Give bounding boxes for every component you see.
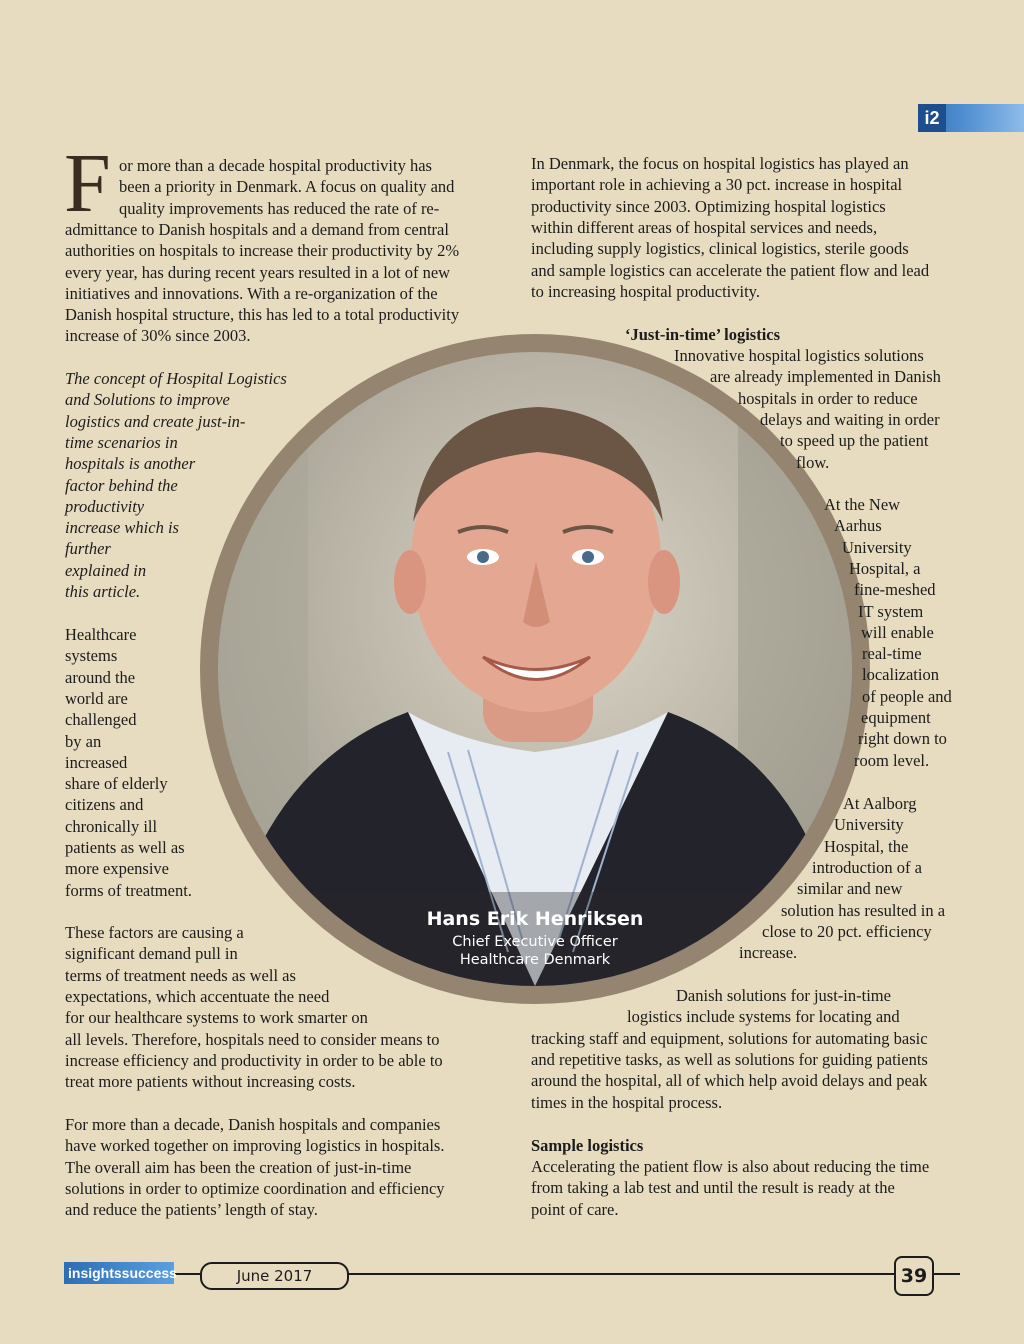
healthcare-paragraph-line: world are bbox=[65, 688, 128, 708]
denmark-paragraph-line: to increasing hospital productivity. bbox=[531, 281, 760, 301]
aarhus-paragraph-line: fine-meshed bbox=[854, 580, 936, 600]
factors-paragraph-line: increase efficiency and productivity in order to be able to bbox=[65, 1050, 443, 1070]
decade-paragraph-line: solutions in order to optimize coordination and efficiency bbox=[65, 1178, 445, 1198]
healthcare-paragraph-line: patients as well as bbox=[65, 838, 185, 857]
aarhus-paragraph-line: IT system bbox=[858, 601, 924, 621]
jit-paragraph-line: hospitals in order to reduce bbox=[738, 388, 918, 408]
factors-paragraph-line: expectations, which accentuate the need bbox=[65, 986, 330, 1006]
intro-paragraph-line: increase of 30% since 2003. bbox=[65, 326, 251, 346]
concept-paragraph-line: The concept of Hospital Logistics bbox=[65, 369, 287, 388]
healthcare-paragraph-line: increased bbox=[65, 752, 128, 772]
jit-paragraph-line: delays and waiting in order bbox=[760, 409, 940, 429]
concept-paragraph-line: explained in bbox=[65, 560, 147, 580]
aalborg-paragraph-line: solution has resulted in a bbox=[781, 900, 946, 920]
aarhus-paragraph-line: room level. bbox=[854, 750, 930, 770]
aalborg-paragraph-line: increase. bbox=[739, 943, 798, 963]
denmark-paragraph-line: productivity since 2003. Optimizing hospital logistics bbox=[531, 196, 886, 216]
healthcare-paragraph-line: more expensive bbox=[65, 859, 170, 879]
danish-solutions-paragraph-line: and repetitive tasks, as well as solutions for guiding patients bbox=[531, 1049, 928, 1069]
intro-paragraph-line: been a priority in Denmark. A focus on quality and bbox=[119, 177, 455, 197]
danish-solutions-paragraph-line: logistics include systems for locating and bbox=[627, 1007, 900, 1027]
aalborg-paragraph-line: similar and new bbox=[797, 879, 903, 899]
denmark-paragraph-line: important role in achieving a 30 pct. increase in hospital bbox=[531, 175, 903, 195]
footer-date: June 2017 bbox=[200, 1262, 349, 1290]
danish-solutions-paragraph-line: tracking staff and equipment, solutions for automating basic bbox=[531, 1028, 928, 1048]
portrait-name: Hans Erik Henriksen bbox=[426, 908, 644, 930]
factors-paragraph-line: significant demand pull in bbox=[65, 944, 238, 964]
factors-paragraph-line: for our healthcare systems to work smarter on bbox=[65, 1008, 368, 1028]
denmark-paragraph-line: In Denmark, the focus on hospital logistics has played an bbox=[531, 154, 909, 173]
decade-paragraph-line: The overall aim has been the creation of just-in-time bbox=[65, 1157, 412, 1177]
factors-paragraph-line: all levels. Therefore, hospitals need to consider means to bbox=[65, 1029, 440, 1049]
jit-heading: ‘Just-in-time’ logistics bbox=[625, 325, 781, 344]
aalborg-paragraph-line: Hospital, the bbox=[824, 836, 909, 856]
decade-paragraph-line: For more than a decade, Danish hospitals and companies bbox=[65, 1115, 441, 1134]
intro-paragraph-line: authorities on hospitals to increase their productivity by 2% bbox=[65, 241, 460, 261]
magazine-logo: i2 bbox=[918, 104, 946, 132]
healthcare-paragraph-line: citizens and bbox=[65, 795, 144, 815]
intro-paragraph-line: initiatives and innovations. With a re-organization of the bbox=[65, 283, 438, 303]
concept-paragraph-line: increase which is bbox=[65, 518, 179, 538]
concept-paragraph-line: and Solutions to improve bbox=[65, 390, 230, 410]
aarhus-paragraph-line: will enable bbox=[861, 622, 934, 642]
concept-paragraph-line: factor behind the bbox=[65, 475, 178, 495]
jit-paragraph-line: Innovative hospital logistics solutions bbox=[674, 346, 924, 365]
healthcare-paragraph-line: forms of treatment. bbox=[65, 880, 192, 900]
intro-paragraph-line: every year, has during recent years resulted in a lot of new bbox=[65, 262, 451, 282]
healthcare-paragraph-line: around the bbox=[65, 667, 136, 687]
decade-paragraph-line: have worked together on improving logistics in hospitals. bbox=[65, 1136, 445, 1156]
healthcare-paragraph-line: systems bbox=[65, 646, 118, 666]
jit-paragraph-line: to speed up the patient bbox=[780, 431, 929, 451]
aarhus-paragraph-line: real-time bbox=[862, 644, 922, 664]
intro-paragraph-line: or more than a decade hospital productivity has bbox=[119, 156, 432, 175]
jit-paragraph-line: flow. bbox=[796, 452, 830, 472]
drop-cap: F bbox=[64, 137, 111, 230]
concept-paragraph-line: logistics and create just-in- bbox=[65, 411, 246, 431]
danish-solutions-paragraph-line: times in the hospital process. bbox=[531, 1092, 723, 1112]
factors-paragraph-line: These factors are causing a bbox=[65, 923, 244, 942]
concept-paragraph-line: hospitals is another bbox=[65, 454, 196, 474]
factors-paragraph-line: treat more patients without increasing costs. bbox=[65, 1072, 356, 1092]
sample-paragraph-line: point of care. bbox=[531, 1199, 619, 1219]
sample-paragraph-line: from taking a lab test and until the result is ready at the bbox=[531, 1178, 895, 1198]
factors-paragraph-line: terms of treatment needs as well as bbox=[65, 965, 296, 985]
aalborg-paragraph-line: introduction of a bbox=[812, 857, 922, 877]
aarhus-paragraph-line: localization bbox=[862, 665, 939, 685]
denmark-paragraph-line: and sample logistics can accelerate the patient flow and lead bbox=[531, 260, 930, 280]
aalborg-paragraph-line: University bbox=[834, 815, 904, 835]
jit-paragraph-line: are already implemented in Danish bbox=[710, 367, 941, 387]
page-number: 39 bbox=[894, 1256, 934, 1296]
concept-paragraph-line: further bbox=[65, 539, 111, 559]
concept-paragraph-line: this article. bbox=[65, 582, 141, 601]
portrait-title: Chief Executive Officer bbox=[452, 934, 618, 950]
decade-paragraph-line: and reduce the patients’ length of stay. bbox=[65, 1200, 318, 1220]
danish-solutions-paragraph-line: around the hospital, all of which help avoid delays and peak bbox=[531, 1071, 928, 1091]
denmark-paragraph-line: including supply logistics, clinical logistics, sterile goods bbox=[531, 239, 909, 259]
aarhus-paragraph-line: Aarhus bbox=[834, 516, 882, 536]
intro-paragraph-line: quality improvements has reduced the rate of re- bbox=[119, 198, 440, 218]
aarhus-paragraph-line: University bbox=[842, 537, 912, 557]
concept-paragraph-line: time scenarios in bbox=[65, 432, 178, 452]
aalborg-paragraph-line: At Aalborg bbox=[843, 794, 917, 813]
healthcare-paragraph-line: share of elderly bbox=[65, 774, 168, 794]
danish-solutions-paragraph-line: Danish solutions for just-in-time bbox=[676, 986, 891, 1005]
portrait-frame bbox=[200, 334, 870, 1004]
healthcare-paragraph-line: challenged bbox=[65, 710, 137, 730]
aarhus-paragraph-line: right down to bbox=[858, 729, 947, 749]
aarhus-paragraph-line: At the New bbox=[824, 495, 901, 514]
aarhus-paragraph-line: Hospital, a bbox=[849, 558, 921, 578]
intro-paragraph-line: Danish hospital structure, this has led to a total productivity bbox=[65, 305, 460, 325]
intro-paragraph-line: admittance to Danish hospitals and a demand from central bbox=[65, 219, 449, 239]
aarhus-paragraph-line: equipment bbox=[861, 708, 931, 727]
sample-heading: Sample logistics bbox=[531, 1136, 644, 1155]
healthcare-paragraph-line: Healthcare bbox=[65, 625, 137, 644]
aarhus-paragraph-line: of people and bbox=[862, 686, 952, 706]
portrait-company: Healthcare Denmark bbox=[459, 952, 611, 968]
aalborg-paragraph-line: close to 20 pct. efficiency bbox=[762, 921, 932, 941]
sample-paragraph-line: Accelerating the patient flow is also about reducing the time bbox=[531, 1157, 930, 1176]
healthcare-paragraph-line: by an bbox=[65, 731, 102, 751]
footer-logo: insightssuccess bbox=[64, 1262, 174, 1284]
concept-paragraph-line: productivity bbox=[65, 496, 145, 516]
denmark-paragraph-line: within different areas of hospital services and needs, bbox=[531, 217, 878, 237]
healthcare-paragraph-line: chronically ill bbox=[65, 816, 158, 836]
portrait-photo bbox=[218, 352, 852, 986]
